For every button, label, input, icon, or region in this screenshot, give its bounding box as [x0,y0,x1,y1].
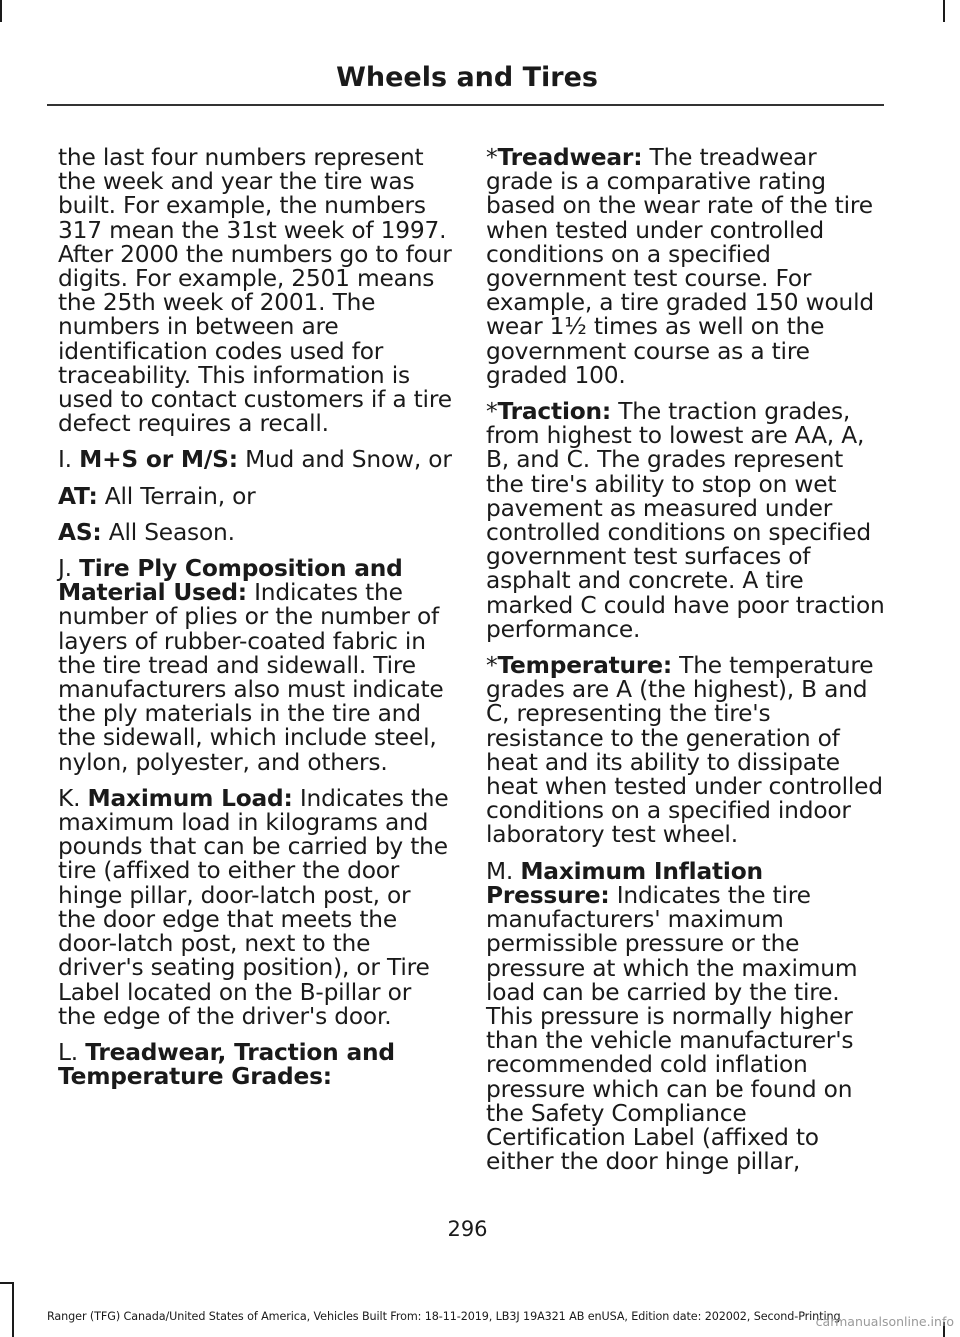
item-m: M. Maximum Inflation Pressure: Indicates the tire manufacturers' maximum permissible pressure or the pressure at which the maximum load can be carried by the tire. This pressure is normally higher than the vehicle manufacturer's recommended cold inflation pressure which can be found on the Safety Compliance Certification Label (affixed to either the door hinge pillar, [486,857,858,1176]
item-at: AT: All Terrain, or [58,482,256,510]
item-as: AS: All Season. [58,518,235,546]
term-temperature: Temperature: [497,652,672,680]
term-traction: Traction: [497,398,612,426]
crop-mark-bottom-left [0,1282,12,1284]
item-k: K. Maximum Load: Indicates the maximum load in kilograms and pounds that can be carried by the tire (affixed to either the door hinge pillar, door-latch post, or the door edge that meets the door-latch post, next to the driver's seating position), or Tire Label located on the B-pillar or the edge of the driver's door. [58,784,449,1030]
item-traction: *Traction: The traction grades, from highest to lowest are AA, A, B, and C. The grades represent the tire's ability to stop on wet pavement as measured under controlled conditions on specified government test surfaces of asphalt and concrete. A tire marked C could have poor traction performance. [486,398,885,643]
term-all-season: AS: [58,518,102,546]
term-maximum-load: Maximum Load: [87,784,293,812]
right-column [486,146,886,1186]
item-l: L. Treadwear, Traction and Temperature Grades: [58,1038,395,1091]
footer-edition-info: Ranger (TFG) Canada/United States of America, Vehicles Built From: 18-11-2019, LB3J 19A321 AB enUSA, Edition date: 202002, Second-Printing [47,1310,841,1323]
intro-paragraph: the last four numbers represent the week and year the tire was built. For example, the numbers 317 mean the 31st week of 1997. After 2000 the numbers go to four digits. For example, 2501 means the 25th week of 2001. The numbers in between are identification codes used for traceability. This information is used to contact customers if a tire defect requires a recall. [58,144,452,438]
item-temperature: *Temperature: The temperature grades are A (the highest), B and C, representing the tire's resistance to the generation of heat and its ability to dissipate heat when tested under controlled conditions on a specified indoor laboratory test wheel. [486,652,883,849]
term-ply-composition: Tire Ply Composition and Material Used: [58,555,403,607]
left-column [58,146,453,1101]
header-divider [47,104,884,106]
item-j: J. Tire Ply Composition and Material Used: Indicates the number of plies or the number of layers of rubber-coated fabric in the tire tread and sidewall. Tire manufacturers also must indicate the ply materials in the tire and the sidewall, which include steel, nylon, polyester, and others. [58,555,444,776]
crop-mark-top-right [943,0,945,22]
page-number: 296 [447,1217,488,1241]
term-max-inflation-pressure: Maximum Inflation Pressure: [486,857,763,909]
term-all-terrain: AT: [58,482,98,510]
crop-mark-top-left [0,0,2,22]
term-treadwear: Treadwear: [497,144,643,171]
page-title: Wheels and Tires [336,62,598,93]
term-utqg-grades: Treadwear, Traction and Temperature Grades: [58,1038,395,1091]
term-mud-snow: M+S or M/S: [79,446,238,474]
crop-mark-bottom-left-vertical [12,1282,14,1337]
item-i: I. M+S or M/S: Mud and Snow, or [58,446,452,474]
watermark: carmanualsonline.info [815,1314,954,1329]
item-treadwear: *Treadwear: The treadwear grade is a comparative rating based on the wear rate of the tire when tested under controlled conditions on a specified government test course. For example, a tire graded 150 would wear 1½ times as well on the government course as a tire graded 100. [486,144,874,389]
